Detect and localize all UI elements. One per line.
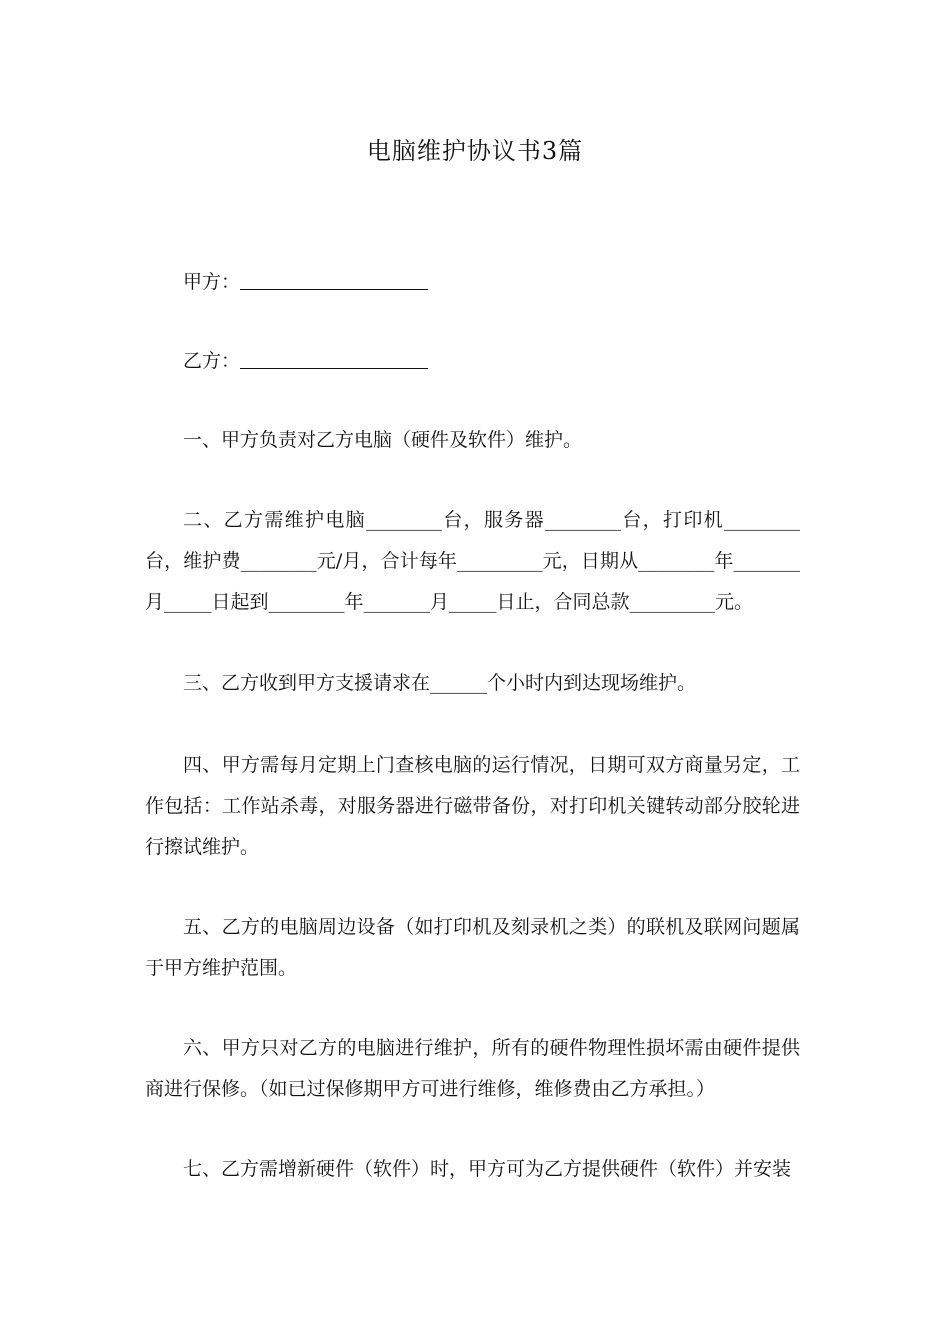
clause-5: 五、乙方的电脑周边设备（如打印机及刻录机之类）的联机及联网问题属于甲方维护范围。 — [145, 916, 800, 979]
clause-1: 一、甲方负责对乙方电脑（硬件及软件）维护。 — [183, 429, 583, 451]
party-b-blank — [240, 348, 428, 369]
party-b-field — [183, 347, 428, 375]
clause-2: 二、乙方需维护电脑________台，服务器________台，打印机________台，维护费________元/月，合计每年_________元，日期从________年_______月_____日起到________年_______月_____日止，合同总款_________元。 — [145, 509, 800, 613]
clause-4: 四、甲方需每月定期上门查核电脑的运行情况，日期可双方商量另定，工作包括：工作站杀毒，对服务器进行磁带备份，对打印机关键转动部分胶轮进行擦试维护。 — [145, 754, 800, 858]
party-a-label: 甲方： — [183, 271, 241, 293]
party-a-blank — [240, 269, 428, 290]
clause-3: 三、乙方收到甲方支援请求在______个小时内到达现场维护。 — [183, 672, 697, 694]
document-title: 电脑维护协议书3篇 — [366, 137, 584, 165]
clause-6: 六、甲方只对乙方的电脑进行维护，所有的硬件物理性损坏需由硬件提供商进行保修。（如已过保修期甲方可进行维修，维修费由乙方承担。） — [145, 1037, 800, 1100]
party-b-label: 乙方： — [183, 350, 241, 372]
clause-7: 七、乙方需增新硬件（软件）时，甲方可为乙方提供硬件（软件）并安装 — [183, 1158, 792, 1180]
party-a-field — [183, 268, 428, 296]
